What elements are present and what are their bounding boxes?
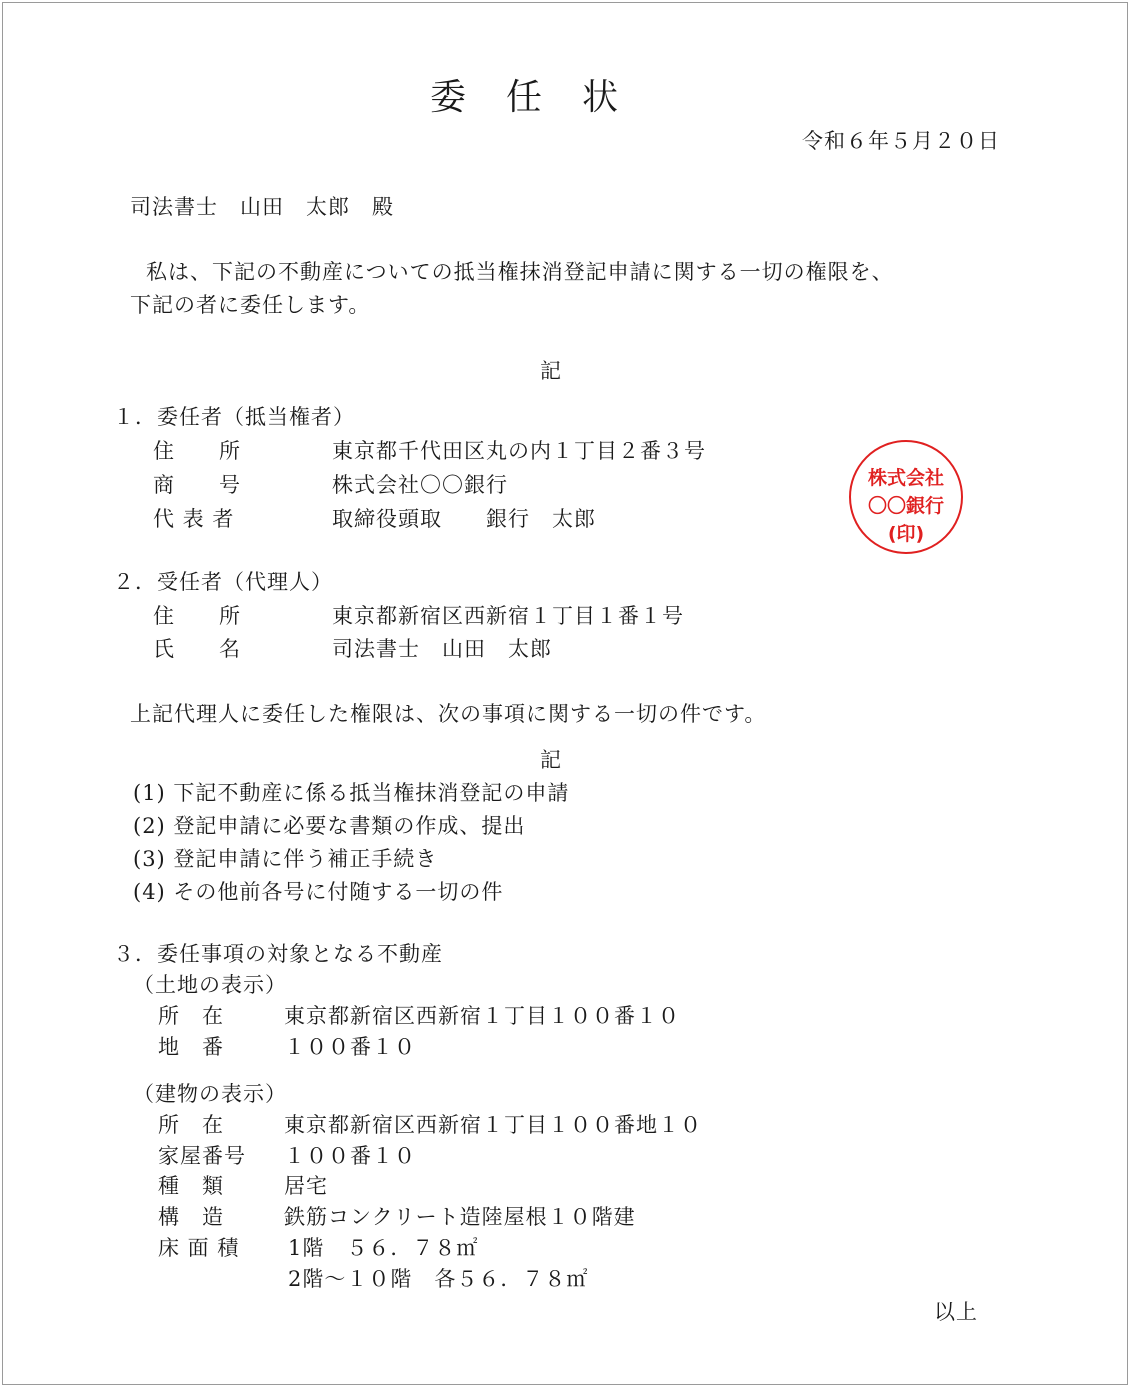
field-label: 種 類 [158,1174,224,1198]
company-seal-stamp [849,440,963,554]
section2-heading: ２．受任者（代理人） [113,570,333,594]
document-title [410,76,638,120]
field-value: 東京都千代田区丸の内１丁目２番３号 [332,439,706,463]
title-char: 委 [429,77,466,118]
delegation-text: 上記代理人に委任した権限は、次の事項に関する一切の件です。 [130,702,767,726]
field-value: １００番１０ [284,1035,416,1059]
title-char: 任 [505,77,542,118]
closing-text: 以上 [934,1300,978,1324]
delegated-item: (1) 下記不動産に係る抵当権抹消登記の申請 [133,781,570,805]
field-value: 株式会社〇〇銀行 [332,473,508,497]
delegated-item: (2) 登記申請に必要な書類の作成、提出 [133,814,526,838]
document-date: 令和６年５月２０日 [802,129,1000,153]
field-value: 東京都新宿区西新宿１丁目１００番１０ [284,1004,680,1028]
seal-line: (印) [887,523,925,545]
field-value: 東京都新宿区西新宿１丁目１番１号 [332,604,684,628]
field-label: 住 所 [153,439,241,463]
field-label: 家屋番号 [158,1144,246,1168]
field-value: 鉄筋コンクリート造陸屋根１０階建 [284,1205,636,1229]
section3-heading: ３．委任事項の対象となる不動産 [113,942,443,966]
field-label: 代 表 者 [153,507,235,531]
seal-line: 株式会社 [867,467,944,489]
intro-line-1: 私は、下記の不動産についての抵当権抹消登記申請に関する一切の権限を、 [146,260,894,284]
field-value: 司法書士 山田 太郎 [332,637,552,661]
field-label: 住 所 [153,604,241,628]
building-heading: （建物の表示） [133,1082,287,1106]
seal-line: 〇〇銀行 [867,495,944,517]
field-label: 所 在 [158,1004,224,1028]
field-label: 床 面 積 [158,1236,240,1260]
delegated-item: (3) 登記申請に伴う補正手続き [133,847,438,871]
addressee: 司法書士 山田 太郎 殿 [130,195,394,219]
ki-heading: 記 [540,359,562,383]
field-label: 地 番 [158,1035,224,1059]
field-label: 氏 名 [153,637,241,661]
field-label: 構 造 [158,1205,224,1229]
field-label: 商 号 [153,473,241,497]
section1-heading: １．委任者（抵当権者） [113,405,355,429]
field-label: 所 在 [158,1113,224,1137]
field-value-continued: 2階～１０階 各５６．７８㎡ [288,1267,589,1291]
field-value: 居宅 [284,1174,328,1198]
field-value: 取締役頭取 銀行 太郎 [332,507,596,531]
title-char: 状 [581,77,618,118]
intro-line-2: 下記の者に委任します。 [130,293,371,317]
field-value: 東京都新宿区西新宿１丁目１００番地１０ [284,1113,702,1137]
field-value: １００番１０ [284,1144,416,1168]
land-heading: （土地の表示） [133,973,287,997]
ki-heading-2: 記 [540,748,562,772]
field-value: 1階 ５６．７８㎡ [288,1236,479,1260]
delegated-item: (4) その他前各号に付随する一切の件 [133,880,504,904]
